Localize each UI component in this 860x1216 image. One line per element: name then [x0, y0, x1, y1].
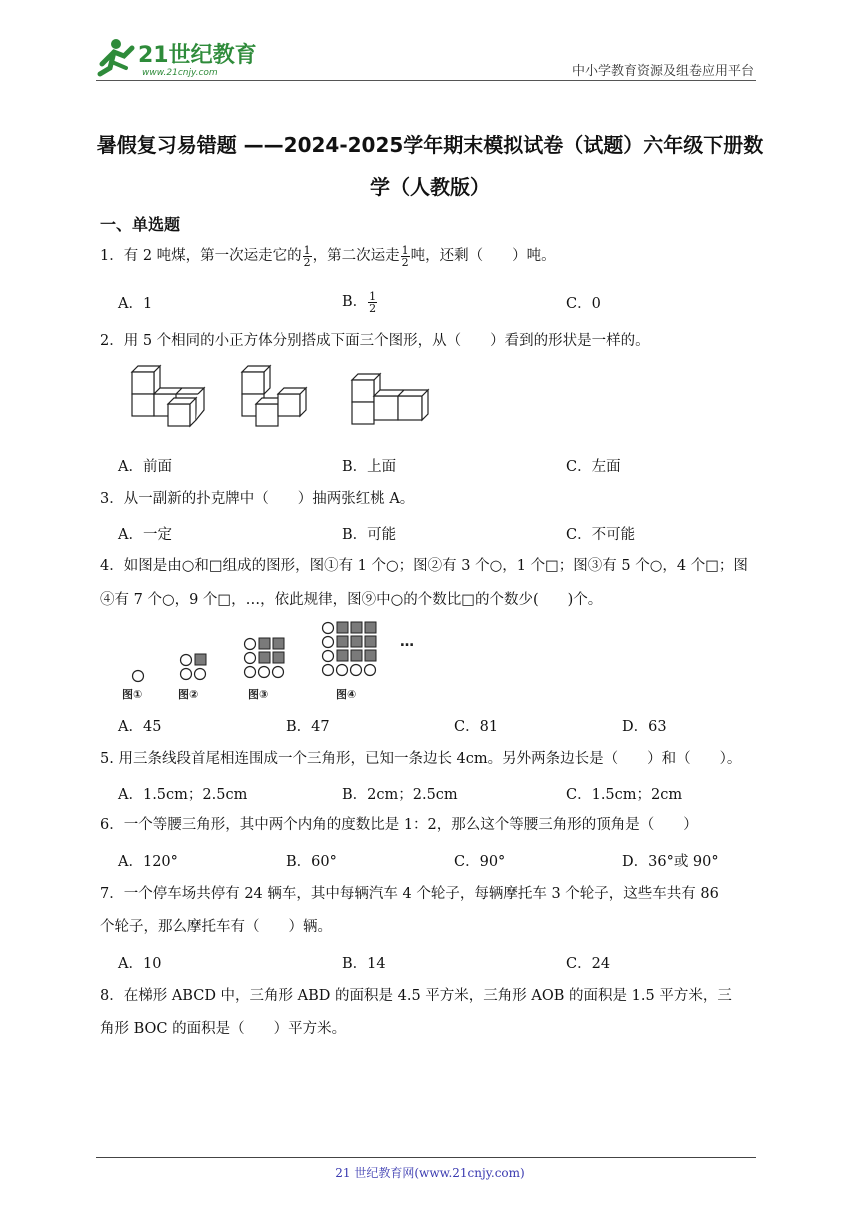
q6-option-c: C．90° [454, 854, 506, 870]
question-3: 3．从一副新的扑克牌中（ ）抽两张红桃 A。 [100, 491, 415, 507]
site-logo [96, 34, 266, 80]
question-1 [100, 241, 764, 271]
q6-option-d: D．36°或 90° [622, 854, 719, 870]
q7-option-a: A．10 [118, 956, 162, 972]
question-8-line1: 8．在梯形 ABCD 中，三角形 ABD 的面积是 4.5 平方米，三角形 AOB 的面积是 1.5 平方米，三 [100, 988, 732, 1004]
q1-option-a: A．1 [118, 296, 153, 312]
fig-label: 图④ [336, 688, 357, 701]
q4-option-c: C．81 [454, 719, 499, 735]
q1-text-b: ，第二次运走 [312, 248, 400, 264]
question-8-line2: 角形 BOC 的面积是（ ）平方米。 [100, 1021, 347, 1037]
question-2: 2．用 5 个相同的小正方体分别搭成下面三个图形，从（ ）看到的形状是一样的。 [100, 333, 650, 349]
logo-text: 21世纪教育 [138, 43, 257, 68]
fraction: $\frac{1}{2}$ [401, 243, 409, 269]
pattern-figures [118, 618, 428, 708]
question-5: 5. 用三条线段首尾相连围成一个三角形，已知一条边长 4cm。另外两条边长是（ ）和（ ）。 [100, 751, 742, 767]
footer-divider [96, 1157, 756, 1158]
cube-figures [128, 364, 438, 428]
header-divider [96, 80, 756, 81]
q7-option-c: C．24 [566, 956, 611, 972]
q6-option-a: A．120° [118, 854, 178, 870]
q2-option-b: B．上面 [342, 459, 397, 475]
page-title-line2: 学（人教版） [370, 175, 490, 199]
fig-label: 图③ [248, 688, 269, 701]
q1-text-c: 吨，还剩（ ）吨。 [410, 248, 556, 264]
question-7-line2: 个轮子，那么摩托车有（ ）辆。 [100, 919, 332, 935]
question-4-line2: ④有 7 个○，9 个□，…，依此规律，图⑨中○的个数比□的个数少( )个。 [100, 592, 603, 608]
question-4-line1: 4．如图是由○和□组成的图形，图①有 1 个○；图②有 3 个○，1 个□；图③有 5 个○，4 个□；图 [100, 558, 748, 574]
q1-option-c: C．0 [566, 296, 601, 312]
ellipsis: … [400, 634, 414, 650]
q5-option-a: A．1.5cm；2.5cm [118, 787, 248, 803]
q3-option-b: B．可能 [342, 527, 397, 543]
fraction: $\frac{1}{2}$ [303, 243, 311, 269]
q2-option-c: C．左面 [566, 459, 621, 475]
runner-icon [100, 39, 132, 74]
q5-option-c: C．1.5cm；2cm [566, 787, 683, 803]
section-title: 一、单选题 [100, 215, 181, 234]
fig-label: 图① [122, 688, 143, 701]
question-6: 6．一个等腰三角形，其中两个内角的度数比是 1：2，那么这个等腰三角形的顶角是（ ） [100, 817, 698, 833]
question-7-line1: 7．一个停车场共停有 24 辆车，其中每辆汽车 4 个轮子，每辆摩托车 3 个轮子，这些车共有 86 [100, 886, 719, 902]
q1-option-b: B． $\frac{1}{2}$ [342, 289, 377, 315]
page-title-line1: 暑假复习易错题 ——2024-2025学年期末模拟试卷（试题）六年级下册数 [96, 133, 764, 157]
logo-url: www.21cnjy.com [142, 68, 218, 78]
q4-option-b: B．47 [286, 719, 330, 735]
footer-text: 21 世纪教育网(www.21cnjy.com) [335, 1166, 525, 1180]
fig-label: 图② [178, 688, 199, 701]
fraction: $\frac{1}{2}$ [369, 289, 377, 315]
q5-option-b: B．2cm；2.5cm [342, 787, 458, 803]
q7-option-b: B．14 [342, 956, 386, 972]
q4-option-d: D．63 [622, 719, 667, 735]
q4-option-a: A．45 [118, 719, 162, 735]
header-platform-text: 中小学教育资源及组卷应用平台 [571, 64, 754, 79]
q3-option-c: C．不可能 [566, 527, 636, 543]
q2-option-a: A．前面 [118, 459, 172, 475]
q6-option-b: B．60° [286, 854, 337, 870]
q1-text-a: 1．有 2 吨煤，第一次运走它的 [100, 248, 302, 264]
q3-option-a: A．一定 [118, 527, 172, 543]
